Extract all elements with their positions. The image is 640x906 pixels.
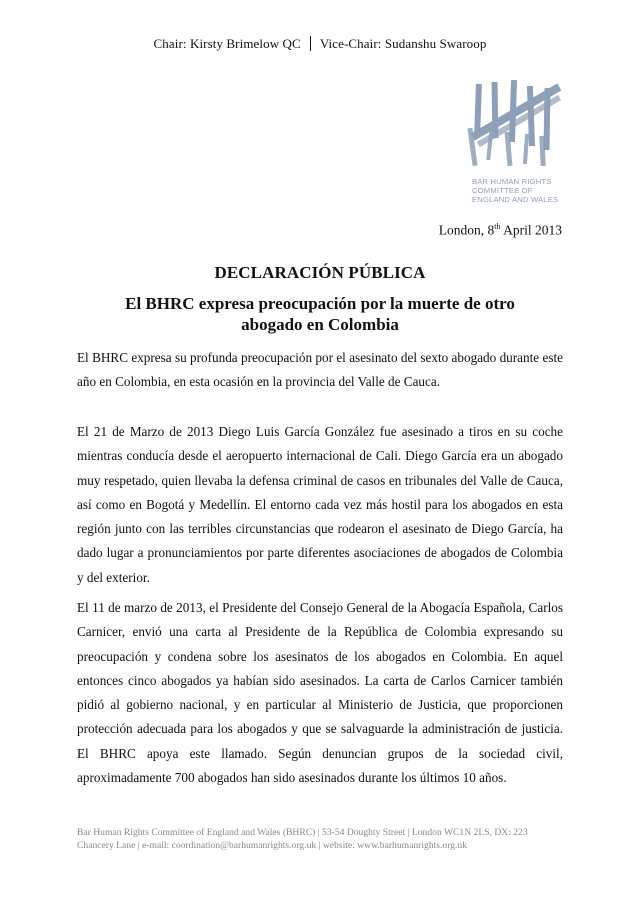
footer-contact: Chancery Lane | e-mail: coordination@barhumanrights.org.uk | website: www.barhumanrights.org.uk <box>77 839 468 851</box>
document-date <box>439 222 562 239</box>
logo-line: COMMITTEE OF <box>472 186 533 196</box>
footer-address: Bar Human Rights Committee of England and Wales (BHRC) | 53-54 Doughty Street | London WC1N 2LS, DX: 223 <box>77 827 528 838</box>
body-paragraph: El 11 de marzo de 2013, el Presidente del Consejo General de la Abogacía Española, Carlos Carnicer, envió una carta al Presidente de la República de Colombia expresando su preocupación y condena sobre los asesinatos de los abogados en Colombia. En aquel entonces cinco abogados ya habían sido asesinados. La carta de Carlos Carnicer también pidió al gobierno nacional, y en particular al Ministerio de Justicia, que proporcionen protección adecuada para los abogados y que se salvaguarde la administración de justicia. El BHRC apoya este llamado. Según denuncian grupos de la sociedad civil, aproximadamente 700 abogados han sido asesinados durante los últimos 10 años. <box>77 600 563 786</box>
letterhead-footer <box>77 827 577 852</box>
letterhead-officers <box>0 36 640 52</box>
logo-line: ENGLAND AND WALES <box>472 195 559 205</box>
bhrc-logo <box>466 78 566 174</box>
body-paragraph: El BHRC expresa su profunda preocupación por el asesinato del sexto abogado durante este año en Colombia, en esta ocasión en la provincia del Valle de Cauca. <box>77 350 563 390</box>
date-suffix: April 2013 <box>500 222 562 238</box>
bhrc-tally-logo-icon <box>466 78 566 174</box>
date-ordinal: th <box>494 222 501 231</box>
logo-caption <box>472 177 558 205</box>
vice-chair-text: Vice-Chair: Sudanshu Swaroop <box>319 36 487 51</box>
header-divider <box>310 36 311 51</box>
logo-line: BAR HUMAN RIGHTS <box>472 177 552 186</box>
document-title: DECLARACIÓN PÚBLICA <box>214 263 426 282</box>
document-subtitle: El BHRC expresa preocupación por la muerte de otro abogado en Colombia <box>125 294 515 334</box>
chair-text: Chair: Kirsty Brimelow QC <box>153 36 301 51</box>
date-prefix: London, 8 <box>438 222 495 238</box>
body-paragraph: El 21 de Marzo de 2013 Diego Luis García González fue asesinado a tiros en su coche mientras conducía desde el aeropuerto internacional de Cali. Diego García era un abogado muy respetado, quien llevaba la defensa criminal de casos en tribunales del Valle de Cauca, así como en Bogotá y Medellín. El entorno cada vez más hostil para los abogados en esta región junto con las terribles circunstancias que rodearon el asesinato de Diego García, ha dado lugar a pronunciamientos por parte diferentes asociaciones de abogados de Colombia y del exterior. <box>77 424 563 585</box>
